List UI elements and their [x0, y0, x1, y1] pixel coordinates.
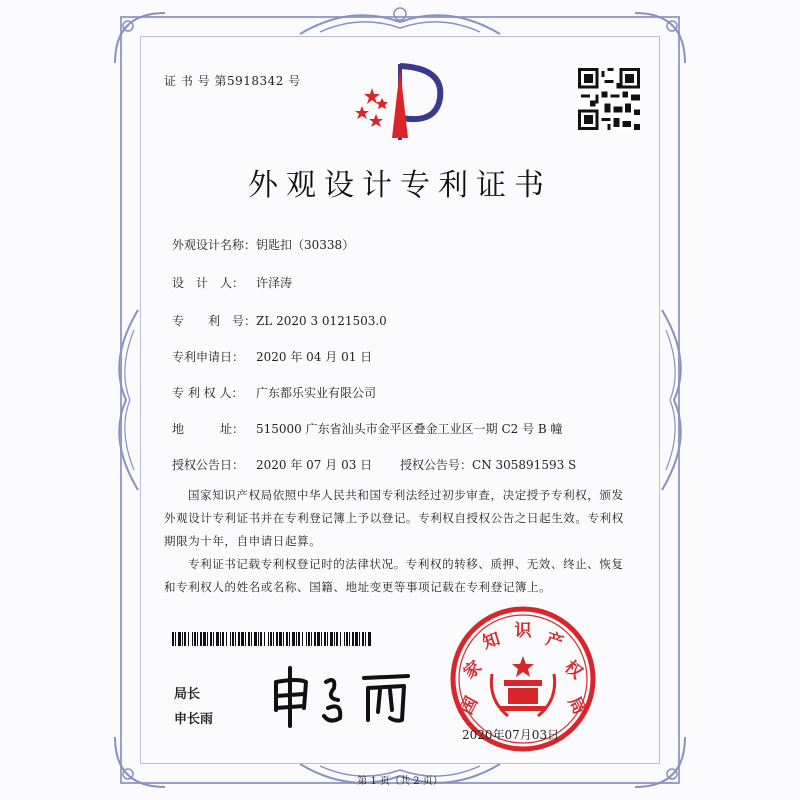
patentee-field [172, 384, 376, 401]
certificate-statement [164, 484, 634, 599]
barcode-bar [226, 632, 227, 646]
barcode-bar [175, 632, 176, 646]
barcode-bar [311, 632, 312, 646]
statement-paragraph-2: 专利证书记载专利权登记时的法律状况。专利权的转移、质押、无效、终止、恢复和专利权人的姓名或名称、国籍、地址变更等事项记载在专利登记簿上。 [164, 557, 624, 594]
barcode-bar [296, 632, 297, 646]
designer-field [172, 274, 292, 291]
barcode-bar [178, 632, 181, 646]
barcode-bar [258, 632, 259, 646]
barcode-bar [349, 632, 350, 646]
grant-date-value: 2020 年 07 月 03 日 [256, 458, 373, 472]
left-ornament [104, 300, 144, 500]
corner-ornament-tr [630, 8, 690, 68]
barcode-bar [264, 632, 265, 646]
grant-number-field [400, 456, 576, 473]
filing-date-label: 专利申请日： [172, 350, 245, 364]
barcode-bar [321, 632, 322, 646]
barcode-bar [346, 632, 348, 646]
barcode-bar [222, 632, 224, 646]
barcode-bar [365, 632, 366, 646]
barcode-bar [192, 632, 193, 646]
grant-date-label: 授权公告日： [172, 458, 245, 472]
page-number: 第 1 页（共 2 页） [357, 776, 443, 787]
grant-date-field [172, 456, 372, 473]
patent-number-field [172, 312, 387, 329]
svg-text:识: 识 [514, 621, 532, 641]
director-title: 局长 [174, 687, 201, 702]
grant-number-value: CN 305891593 S [472, 458, 577, 472]
barcode-bar [203, 632, 206, 646]
svg-text:产: 产 [543, 629, 566, 654]
filing-date-field [172, 348, 372, 365]
barcode-bar [220, 632, 221, 646]
barcode-bar [188, 632, 189, 646]
design-name-label: 外观设计名称： [172, 238, 257, 252]
barcode-bar [273, 632, 274, 646]
barcode-bar [362, 632, 364, 646]
barcode-bar [289, 632, 290, 646]
barcode-bar [207, 632, 208, 646]
patent-number-value: ZL 2020 3 0121503.0 [256, 314, 387, 328]
barcode-bar [336, 632, 338, 646]
barcode-bar [248, 632, 250, 646]
barcode-bar [355, 632, 358, 646]
barcode-bar [344, 632, 345, 646]
qr-code-icon [578, 68, 640, 130]
certificate-number: 证 书 号 第5918342 号 [164, 74, 301, 88]
patent-number-label: 专 利 号： [172, 314, 257, 328]
designer-label: 设 计 人： [172, 276, 245, 290]
barcode-bar [334, 632, 335, 646]
barcode-bar [232, 632, 234, 646]
barcode-bar [254, 632, 257, 646]
grant-number-label: 授权公告号： [400, 458, 473, 472]
patent-office-emblem-icon [352, 58, 448, 144]
barcode-bar [292, 632, 295, 646]
barcode-bar [306, 632, 307, 646]
seal-date: 2020年07月03日 [462, 728, 560, 742]
barcode-bar [317, 632, 320, 646]
barcode-bar [182, 632, 183, 646]
barcode-bar [241, 632, 244, 646]
barcode-bar [368, 632, 371, 646]
svg-text:局: 局 [563, 693, 590, 718]
barcode-bar [260, 632, 262, 646]
barcode-bar [172, 632, 174, 646]
barcode-bar [235, 632, 236, 646]
filing-date-value: 2020 年 04 月 01 日 [256, 350, 373, 364]
designer-value: 许泽涛 [256, 276, 293, 290]
barcode-bar [216, 632, 219, 646]
corner-ornament-tl [110, 8, 170, 68]
barcode-bar [251, 632, 252, 646]
patentee-label: 专 利 权 人： [172, 386, 244, 400]
top-ornament [290, 4, 510, 40]
barcode-bar [359, 632, 360, 646]
certificate-title: 外观设计专利证书 [248, 168, 552, 203]
barcode-bar [184, 632, 186, 646]
barcode-bar [279, 632, 282, 646]
barcode-bar [352, 632, 354, 646]
barcode-bar [270, 632, 272, 646]
design-name-field [172, 236, 354, 253]
barcode-bar [245, 632, 246, 646]
barcode-bar [330, 632, 333, 646]
right-ornament [656, 300, 696, 500]
barcode-icon [172, 632, 372, 646]
barcode-bar [324, 632, 326, 646]
barcode-bar [302, 632, 303, 646]
barcode-bar [230, 632, 231, 646]
barcode-bar [194, 632, 196, 646]
barcode-bar [286, 632, 288, 646]
svg-text:家: 家 [459, 657, 486, 684]
director-name: 申长雨 [174, 712, 214, 727]
barcode-bar [197, 632, 198, 646]
director-signature [268, 660, 428, 730]
statement-paragraph-1: 国家知识产权局依照中华人民共和国专利法经过初步审查，决定授予专利权，颁发外观设计专利证书并在专利登记簿上予以登记。专利权自授权公告之日起生效。专利权期限为十年，自申请日起算。 [164, 488, 624, 548]
svg-text:知: 知 [480, 629, 503, 654]
address-field [172, 420, 563, 437]
barcode-bar [276, 632, 278, 646]
barcode-bar [308, 632, 310, 646]
barcode-bar [327, 632, 328, 646]
address-value: 515000 广东省汕头市金平区叠金工业区一期 C2 号 B 幢 [256, 422, 563, 436]
barcode-bar [314, 632, 316, 646]
barcode-bar [200, 632, 202, 646]
barcode-bar [210, 632, 212, 646]
barcode-bar [213, 632, 214, 646]
address-label: 地 址： [172, 422, 245, 436]
barcode-bar [283, 632, 284, 646]
barcode-bar [238, 632, 240, 646]
svg-text:国: 国 [456, 693, 483, 718]
design-name-value: 钥匙扣（30338） [256, 238, 355, 252]
barcode-bar [340, 632, 341, 646]
svg-text:权: 权 [560, 657, 587, 684]
patentee-value: 广东都乐实业有限公司 [256, 386, 377, 400]
barcode-bar [268, 632, 269, 646]
barcode-bar [298, 632, 300, 646]
